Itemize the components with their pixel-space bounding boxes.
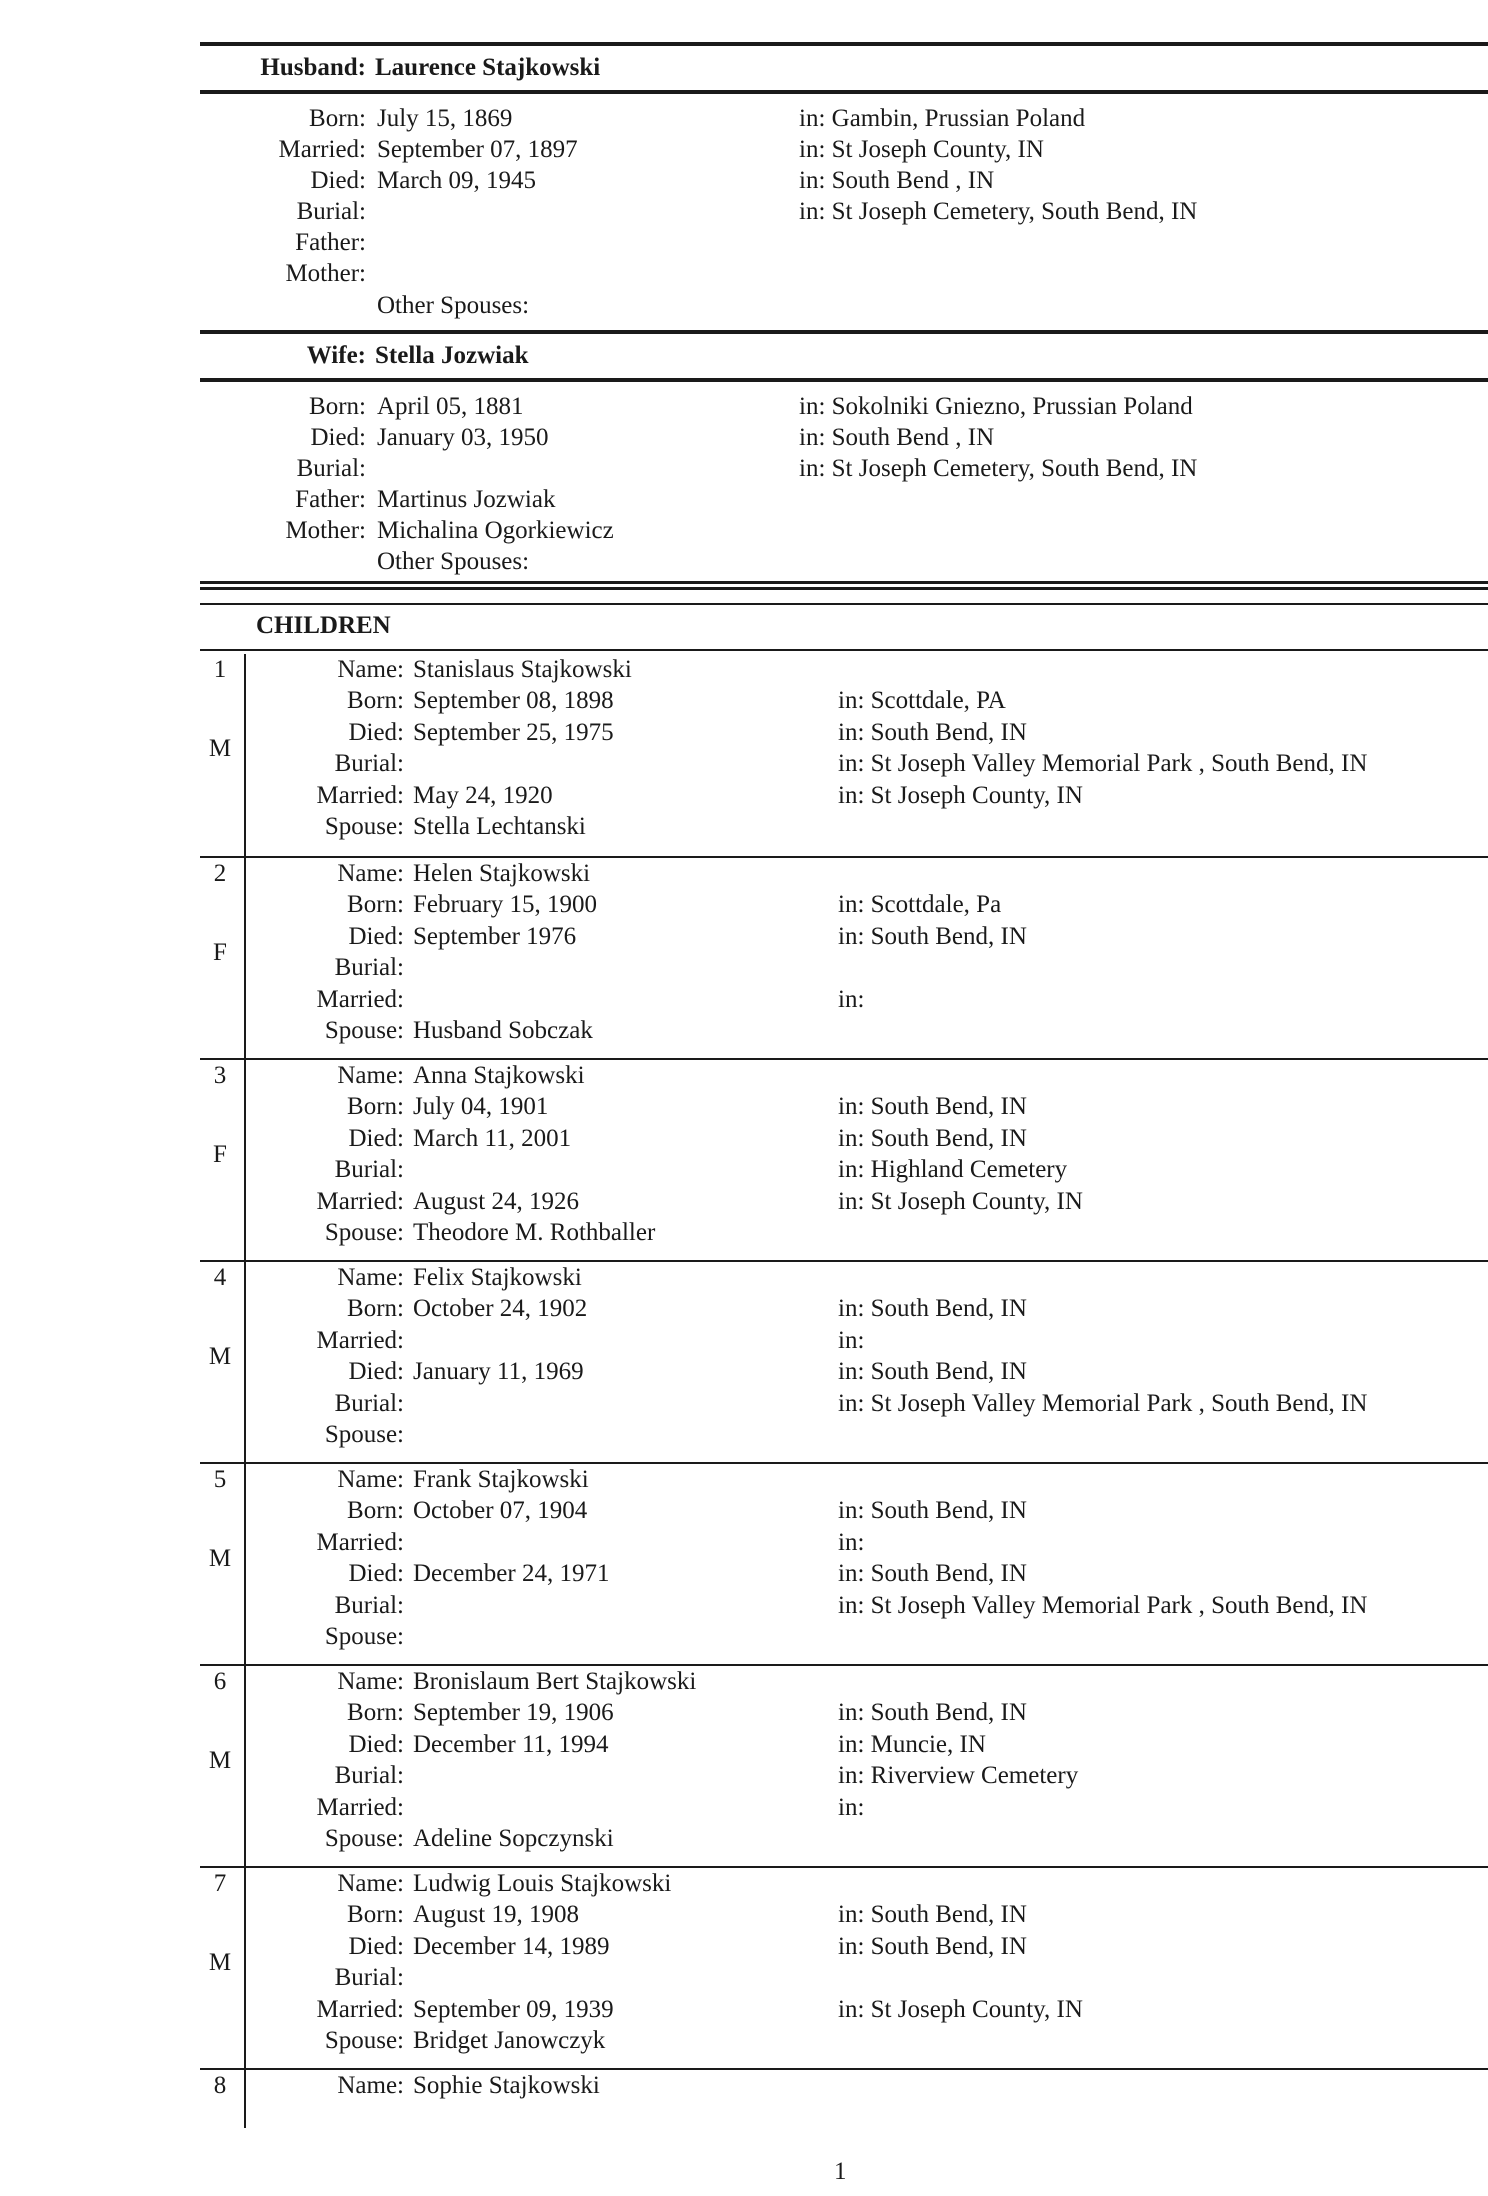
child-separator-rule [244,1260,1488,1262]
wife-mother-label: Mother: [285,517,366,544]
husband-rule [200,90,1488,94]
child-field-value: May 24, 1920 [413,781,553,809]
child-field-value: December 11, 1994 [413,1730,609,1758]
child-field-label: Born: [347,1295,404,1323]
child-sex: M [208,1544,232,1572]
child-field-place: in: Scottdale, Pa [838,891,1002,919]
child-field-place: in: Riverview Cemetery [838,1762,1079,1790]
child-field-label: Burial: [334,1389,404,1417]
child-separator-rule-left [200,1462,244,1464]
child-field-place: in: South Bend, IN [838,1560,1027,1588]
child-field-label: Died: [348,1358,404,1386]
child-sex: M [208,1342,232,1370]
child-field-value: August 24, 1926 [413,1187,579,1215]
child-field-label: Name: [337,656,404,683]
child-field-label: Name: [337,1466,404,1493]
child-number: 6 [213,1668,227,1695]
child-separator-rule-left [200,1260,244,1262]
child-field-value: September 09, 1939 [413,1995,614,2023]
wife-born-date: April 05, 1881 [377,393,524,420]
children-heading: CHILDREN [256,612,391,639]
child-field-label: Name: [337,860,404,887]
husband-married-label: Married: [278,136,366,163]
children-top-rule [200,603,1488,605]
wife-died-label: Died: [310,424,366,451]
wife-top-rule [200,330,1488,334]
child-field-place: in: Highland Cemetery [838,1156,1068,1184]
child-field-value: July 04, 1901 [413,1093,549,1121]
husband-died-label: Died: [310,167,366,194]
child-sex: M [208,1746,232,1774]
child-field-label: Married: [316,1995,404,2023]
child-field-place: in: South Bend, IN [838,1358,1027,1386]
husband-born-label: Born: [309,105,366,132]
child-field-label: Died: [348,718,404,746]
child-field-value: Adeline Sopczynski [413,1825,614,1852]
child-column-divider [244,1464,246,1666]
child-number: 1 [213,656,227,683]
child-separator-rule [244,1462,1488,1464]
child-field-place: in: [838,1793,865,1821]
child-field-label: Born: [347,687,404,715]
child-field-label: Name: [337,1870,404,1897]
child-field-value: Felix Stajkowski [413,1264,582,1291]
child-field-value: September 25, 1975 [413,718,614,746]
child-field-label: Died: [348,1730,404,1758]
child-column-divider [244,2070,246,2128]
child-field-label: Spouse: [324,2027,404,2054]
child-field-value: August 19, 1908 [413,1901,579,1929]
husband-born-date: July 15, 1869 [377,105,513,132]
child-field-place: in: St Joseph County, IN [838,1995,1083,2023]
child-field-place: in: St Joseph Valley Memorial Park , South Bend, IN [838,1389,1368,1417]
husband-born-place: in: Gambin, Prussian Poland [799,105,1086,132]
husband-heading-label: Husband: [260,54,366,81]
child-field-label: Spouse: [324,1017,404,1044]
child-field-place: in: South Bend, IN [838,1497,1027,1525]
child-field-label: Born: [347,1497,404,1525]
wife-father-label: Father: [295,486,366,513]
child-separator-rule-left [200,1664,244,1666]
child-field-place: in: South Bend, IN [838,1901,1027,1929]
husband-other-spouses-label: Other Spouses: [377,292,530,319]
child-field-label: Spouse: [324,1421,404,1448]
child-field-label: Burial: [334,1964,404,1992]
child-sex: M [208,734,232,762]
wife-born-place: in: Sokolniki Gniezno, Prussian Poland [799,393,1193,420]
child-field-value: December 24, 1971 [413,1560,610,1588]
child-field-value: Bridget Janowczyk [413,2027,606,2054]
child-field-place: in: St Joseph Valley Memorial Park , South Bend, IN [838,750,1368,778]
child-field-label: Born: [347,1901,404,1929]
child-field-label: Died: [348,1932,404,1960]
child-field-value: Ludwig Louis Stajkowski [413,1870,672,1897]
child-field-value: Helen Stajkowski [413,860,591,887]
child-number: 4 [213,1264,227,1291]
husband-married-place: in: St Joseph County, IN [799,136,1044,163]
child-column-divider [244,1060,246,1262]
child-field-place: in: Muncie, IN [838,1730,986,1758]
child-field-label: Married: [316,1326,404,1354]
husband-mother-label: Mother: [285,260,366,287]
husband-burial-label: Burial: [296,198,366,225]
child-separator-rule [244,856,1488,858]
husband-name: Laurence Stajkowski [375,54,601,81]
wife-burial-label: Burial: [296,455,366,482]
child-field-place: in: St Joseph County, IN [838,781,1083,809]
child-field-label: Born: [347,1699,404,1727]
child-field-value: October 24, 1902 [413,1295,588,1323]
child-field-value: March 11, 2001 [413,1124,572,1152]
wife-bottom-rule-2 [200,587,1488,590]
child-field-place: in: [838,985,865,1013]
child-column-divider [244,858,246,1060]
child-number: 7 [213,1870,227,1897]
top-rule [200,42,1488,46]
child-field-place: in: South Bend, IN [838,718,1027,746]
child-field-label: Died: [348,922,404,950]
child-field-label: Spouse: [324,1825,404,1852]
wife-bottom-rule-1 [200,581,1488,584]
child-field-place: in: South Bend, IN [838,1093,1027,1121]
child-field-value: September 1976 [413,922,577,950]
child-field-place: in: South Bend, IN [838,922,1027,950]
wife-name: Stella Jozwiak [375,342,529,369]
child-field-label: Born: [347,1093,404,1121]
child-field-value: Bronislaum Bert Stajkowski [413,1668,697,1695]
child-column-divider [244,1666,246,1868]
child-separator-rule-left [200,1866,244,1868]
wife-rule [200,378,1488,382]
child-separator-rule [244,1664,1488,1666]
child-field-place: in: St Joseph Valley Memorial Park , South Bend, IN [838,1591,1368,1619]
child-field-label: Burial: [334,1156,404,1184]
child-field-label: Died: [348,1560,404,1588]
child-field-value: Sophie Stajkowski [413,2072,600,2099]
child-separator-rule [244,2068,1488,2070]
child-separator-rule [244,1866,1488,1868]
child-field-place: in: St Joseph County, IN [838,1187,1083,1215]
child-field-value: February 15, 1900 [413,891,597,919]
child-field-value: Anna Stajkowski [413,1062,585,1089]
child-field-value: September 08, 1898 [413,687,614,715]
child-number: 5 [213,1466,227,1493]
child-field-label: Married: [316,985,404,1013]
husband-died-place: in: South Bend , IN [799,167,995,194]
child-field-value: September 19, 1906 [413,1699,614,1727]
child-column-divider [244,1262,246,1464]
child-field-label: Spouse: [324,813,404,840]
child-field-value: Stanislaus Stajkowski [413,656,632,683]
child-field-place: in: [838,1528,865,1556]
child-sex: M [208,1948,232,1976]
child-column-divider [244,1868,246,2070]
child-field-label: Born: [347,891,404,919]
child-field-label: Burial: [334,1762,404,1790]
wife-died-date: January 03, 1950 [377,424,549,451]
child-field-value: Theodore M. Rothballer [413,1219,656,1246]
child-sex: F [213,1140,227,1168]
child-field-label: Married: [316,781,404,809]
child-field-place: in: South Bend, IN [838,1932,1027,1960]
child-column-divider [244,654,246,858]
child-field-label: Spouse: [324,1219,404,1246]
wife-born-label: Born: [309,393,366,420]
child-field-place: in: [838,1326,865,1354]
wife-other-spouses-label: Other Spouses: [377,548,530,575]
husband-father-label: Father: [295,229,366,256]
husband-married-date: September 07, 1897 [377,136,578,163]
child-field-label: Married: [316,1793,404,1821]
child-field-label: Spouse: [324,1623,404,1650]
child-field-label: Burial: [334,954,404,982]
child-number: 8 [213,2072,227,2099]
child-field-place: in: South Bend, IN [838,1699,1027,1727]
husband-died-date: March 09, 1945 [377,167,536,194]
husband-burial-place: in: St Joseph Cemetery, South Bend, IN [799,198,1198,225]
child-field-label: Died: [348,1124,404,1152]
child-field-place: in: Scottdale, PA [838,687,1006,715]
child-separator-rule-left [200,856,244,858]
child-field-value: December 14, 1989 [413,1932,610,1960]
child-number: 2 [213,860,227,887]
wife-father-value: Martinus Jozwiak [377,486,556,513]
wife-died-place: in: South Bend , IN [799,424,995,451]
child-number: 3 [213,1062,227,1089]
child-field-value: October 07, 1904 [413,1497,588,1525]
child-field-label: Name: [337,1668,404,1695]
child-field-value: Husband Sobczak [413,1017,593,1044]
page-number: 1 [834,2158,847,2185]
child-field-value: January 11, 1969 [413,1358,584,1386]
child-field-label: Name: [337,2072,404,2099]
child-field-place: in: South Bend, IN [838,1124,1027,1152]
child-field-value: Stella Lechtanski [413,813,586,840]
child-field-label: Married: [316,1187,404,1215]
wife-mother-value: Michalina Ogorkiewicz [377,517,614,544]
child-field-label: Married: [316,1528,404,1556]
child-field-label: Name: [337,1062,404,1089]
wife-burial-place: in: St Joseph Cemetery, South Bend, IN [799,455,1198,482]
child-field-value: Frank Stajkowski [413,1466,589,1493]
child-separator-rule-left [200,1058,244,1060]
child-field-place: in: South Bend, IN [838,1295,1027,1323]
child-separator-rule [244,1058,1488,1060]
child-field-label: Burial: [334,750,404,778]
child-field-label: Burial: [334,1591,404,1619]
child-separator-rule-left [200,2068,244,2070]
children-heading-rule [200,649,1488,651]
child-sex: F [213,938,227,966]
child-field-label: Name: [337,1264,404,1291]
wife-heading-label: Wife: [306,342,366,369]
